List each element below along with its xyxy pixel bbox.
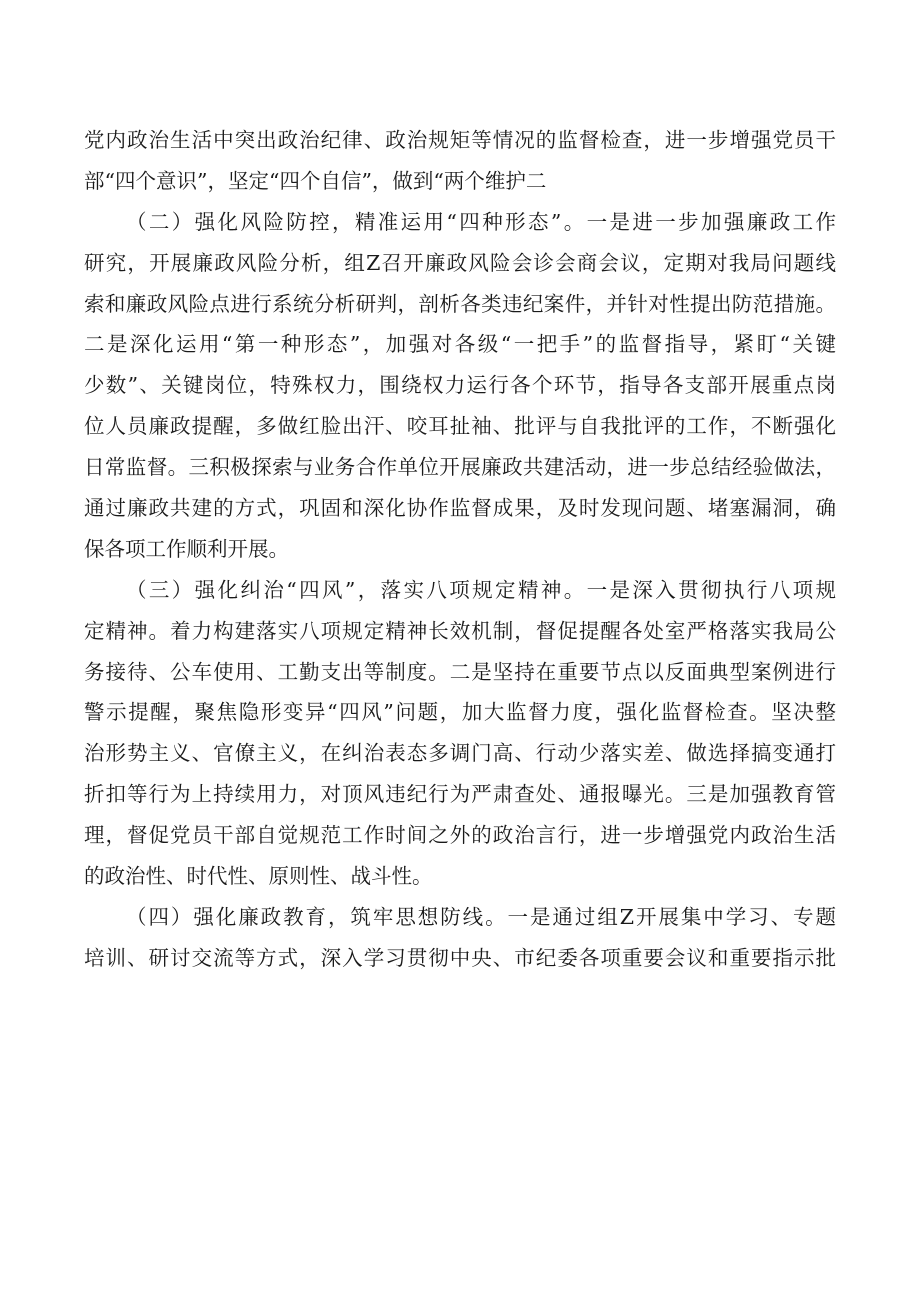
text-line: （四）强化廉政教育，筑牢思想防线。一是通过组Z开展集中学习、专题 [126, 904, 836, 929]
text-line: 治形势主义、官僚主义，在纠治表态多调门高、行动少落实差、做选择搞变通打 [84, 741, 836, 766]
paragraph-p1 [84, 120, 836, 202]
paragraph-p2 [84, 202, 836, 570]
text-line: 位人员廉政提醒，多做红脸出汗、咬耳扯袖、批评与自我批评的工作，不断强化 [84, 414, 836, 439]
text-line: 理，督促党员干部自觉规范工作时间之外的政治言行，进一步增强党内政治生活 [84, 823, 836, 848]
text-line: 索和廉政风险点进行系统分析研判，剖析各类违纪案件，并针对性提出防范措施。 [84, 291, 836, 316]
document-body [84, 120, 836, 979]
text-line: 务接待、公车使用、工勤支出等制度。二是坚持在重要节点以反面典型案例进行 [84, 659, 836, 684]
text-line: 日常监督。三积极探索与业务合作单位开展廉政共建活动，进一步总结经验做法， [84, 455, 836, 480]
text-line: 保各项工作顺利开展。 [84, 536, 289, 561]
text-line: 定精神。着力构建落实八项规定精神长效机制，督促提醒各处室严格落实我局公 [84, 618, 836, 643]
text-line: 党内政治生活中突出政治纪律、政治规矩等情况的监督检查，进一步增强党员干 [84, 128, 836, 152]
text-line: （三）强化纠治“四风”，落实八项规定精神。一是深入贯彻执行八项规 [126, 577, 836, 602]
text-line: 二是深化运用“第一种形态”，加强对各级“一把手”的监督指导，紧盯“关键 [84, 332, 836, 357]
text-line: 部“四个意识”，坚定“四个自信”，做到“两个维护二 [84, 168, 547, 193]
paragraph-p4 [84, 897, 836, 979]
text-line: 研究，开展廉政风险分析，组Z召开廉政风险会诊会商会议，定期对我局问题线 [84, 250, 836, 275]
text-line: 少数”、关键岗位，特殊权力，围绕权力运行各个环节，指导各支部开展重点岗 [84, 373, 836, 398]
text-line: 培训、研讨交流等方式，深入学习贯彻中央、市纪委各项重要会议和重要指示批 [84, 945, 836, 970]
text-line: 警示提醒，聚焦隐形变异“四风”问题，加大监督力度，强化监督检查。坚决整 [84, 700, 836, 725]
text-line: （二）强化风险防控，精准运用“四种形态”。一是进一步加强廉政工作 [126, 209, 836, 234]
text-line: 的政治性、时代性、原则性、战斗性。 [84, 864, 433, 889]
text-line: 折扣等行为上持续用力，对顶风违纪行为严肃查处、通报曝光。三是加强教育管 [84, 782, 836, 807]
paragraph-p3 [84, 570, 836, 897]
text-line: 通过廉政共建的方式，巩固和深化协作监督成果，及时发现问题、堵塞漏洞，确 [84, 496, 836, 521]
